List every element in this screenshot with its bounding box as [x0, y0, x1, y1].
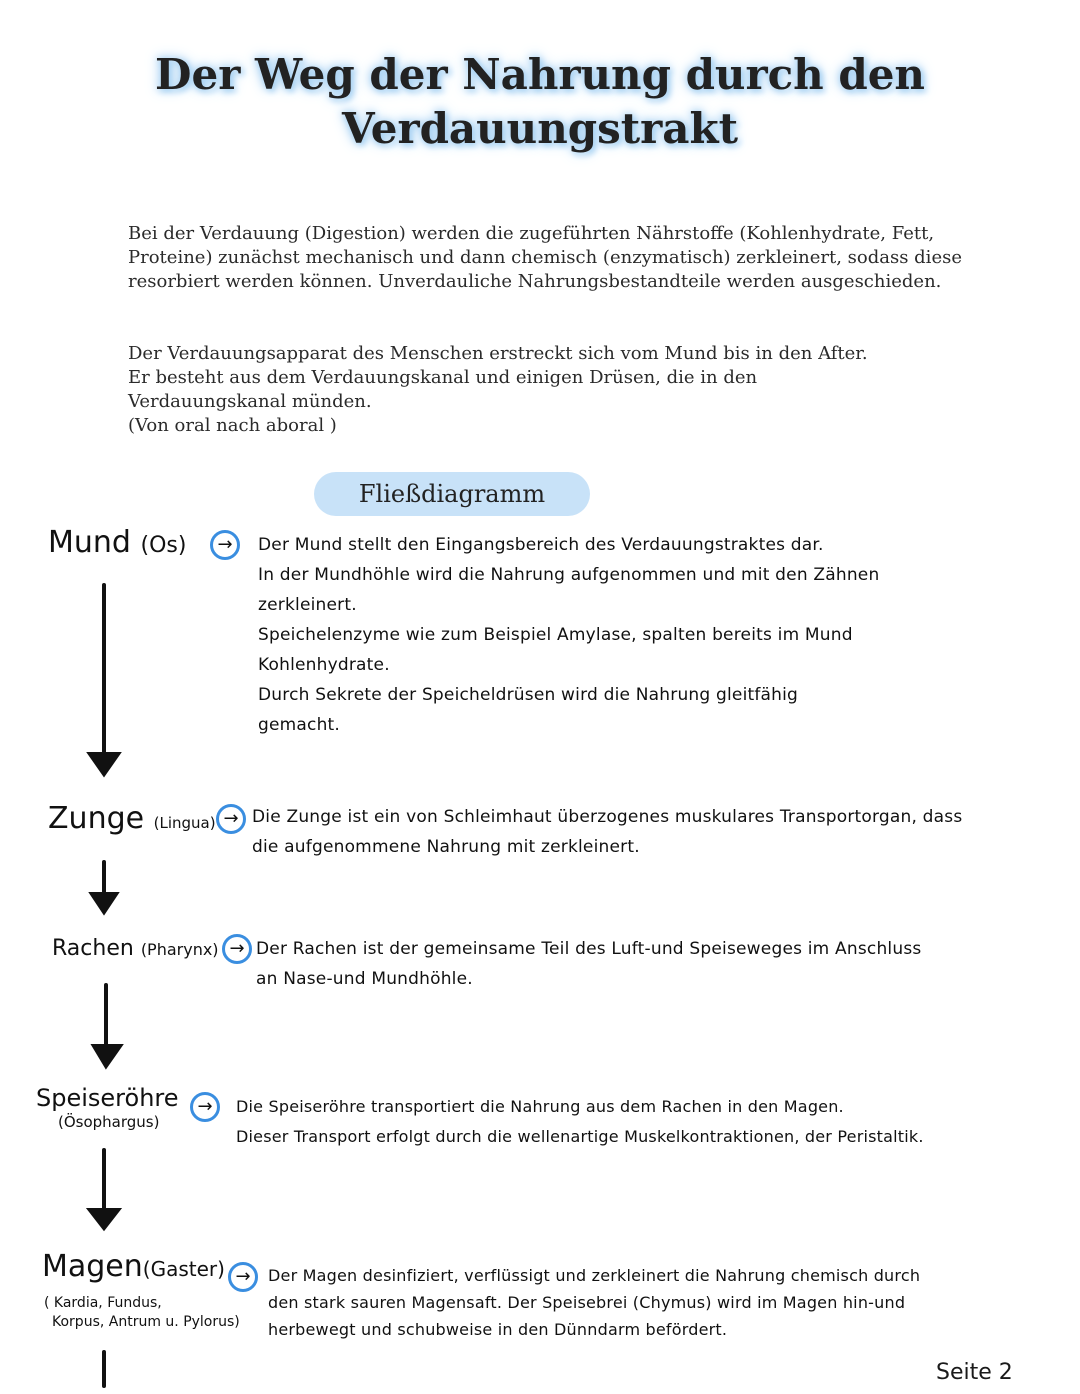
step-name-zunge: Zunge: [48, 801, 145, 836]
step-parts-magen: [44, 1294, 240, 1332]
step-latin-speiseroehre: (Ösophargus): [58, 1113, 160, 1131]
desc-line: Die Speiseröhre transportiert die Nahrung aus dem Rachen in den Magen.: [236, 1097, 844, 1116]
step-name-mund: Mund: [48, 525, 131, 560]
step-label-speiseroehre: [36, 1086, 179, 1134]
step-name-rachen: Rachen: [52, 936, 134, 961]
desc-line: Speichelenzyme wie zum Beispiel Amylase, spalten bereits im Mund: [258, 625, 853, 645]
desc-line: Der Mund stellt den Eingangsbereich des Verdauungstraktes dar.: [258, 535, 824, 555]
flow-arrowhead-mund-zunge: [90, 754, 118, 774]
step-desc-mund: [258, 530, 1058, 740]
desc-line: gemacht.: [258, 715, 341, 735]
parts-line-1: ( Kardia, Fundus,: [44, 1295, 162, 1311]
desc-line: zerkleinert.: [258, 595, 357, 615]
desc-line: Die Zunge ist ein von Schleimhaut überzogenes muskulares Transportorgan, dass: [252, 807, 963, 827]
desc-line: In der Mundhöhle wird die Nahrung aufgenommen und mit den Zähnen: [258, 565, 880, 585]
step-latin-magen: (Gaster): [142, 1257, 225, 1281]
step-latin-rachen: (Pharynx): [140, 940, 219, 959]
desc-line: den stark sauren Magensaft. Der Speisebrei (Chymus) wird im Magen hin-und: [268, 1293, 906, 1312]
intro-paragraph-1: Bei der Verdauung (Digestion) werden die zugeführten Nährstoffe (Kohlenhydrate, Fett, Proteine) zunächst mechanisch und dann chemisch (enzymatisch) zerkleinert, sodass diese resorbiert werden können. Unverdauliche Nahrungsbestandteile werden ausgeschieden.: [128, 223, 962, 292]
diagram-label: Fließdiagramm: [358, 480, 546, 508]
step-desc-speiseroehre: [236, 1092, 1066, 1152]
step-label-rachen: [52, 932, 219, 967]
flow-arrowhead-rachen-speiseroehre: [94, 1046, 120, 1066]
arrow-right-circle-icon: →: [210, 530, 240, 560]
step-desc-zunge: [252, 802, 1067, 862]
arrow-right-circle-icon: →: [216, 804, 246, 834]
flow-arrowhead-zunge-rachen: [92, 894, 116, 912]
arrow-right-circle-icon: →: [228, 1262, 258, 1292]
parts-line-2: Korpus, Antrum u. Pylorus): [52, 1314, 240, 1330]
page-number: Seite 2: [936, 1360, 1013, 1385]
title-line-1: Der Weg der Nahrung durch den: [155, 50, 925, 99]
intro-p2-line-4: (Von oral nach aboral ): [128, 415, 337, 436]
title-line-2: Verdauungstrakt: [341, 104, 739, 153]
step-desc-magen: [268, 1262, 1068, 1343]
intro-p2-line-2: Er besteht aus dem Verdauungskanal und einigen Drüsen, die in den: [128, 367, 758, 388]
step-label-mund: [48, 526, 186, 563]
desc-line: Der Rachen ist der gemeinsame Teil des Luft-und Speiseweges im Anschluss: [256, 939, 922, 959]
step-latin-mund: (Os): [140, 533, 187, 558]
desc-line: herbewegt und schubweise in den Dünndarm befördert.: [268, 1320, 728, 1339]
desc-line: Dieser Transport erfolgt durch die wellenartige Muskelkontraktionen, der Peristaltik.: [236, 1127, 924, 1146]
arrow-right-circle-icon: →: [222, 934, 252, 964]
arrow-right-circle-icon: →: [190, 1092, 220, 1122]
step-name-speiseroehre: Speiseröhre: [36, 1084, 179, 1112]
desc-line: an Nase-und Mundhöhle.: [256, 969, 473, 989]
intro-p2-line-1: Der Verdauungsapparat des Menschen erstreckt sich vom Mund bis in den After.: [128, 343, 868, 364]
step-label-zunge: [48, 802, 216, 840]
intro-p2-line-3: Verdauungskanal münden.: [128, 391, 372, 412]
desc-line: Kohlenhydrate.: [258, 655, 390, 675]
flow-arrowhead-speiseroehre-magen: [90, 1210, 118, 1228]
step-latin-zunge: (Lingua): [153, 814, 216, 832]
step-desc-rachen: [256, 934, 1071, 994]
desc-line: Der Magen desinfiziert, verflüssigt und zerkleinert die Nahrung chemisch durch: [268, 1266, 921, 1285]
desc-line: die aufgenommene Nahrung mit zerkleinert.: [252, 837, 640, 857]
step-label-magen: [42, 1250, 225, 1286]
step-name-magen: Magen: [42, 1249, 143, 1284]
desc-line: Durch Sekrete der Speicheldrüsen wird die Nahrung gleitfähig: [258, 685, 799, 705]
